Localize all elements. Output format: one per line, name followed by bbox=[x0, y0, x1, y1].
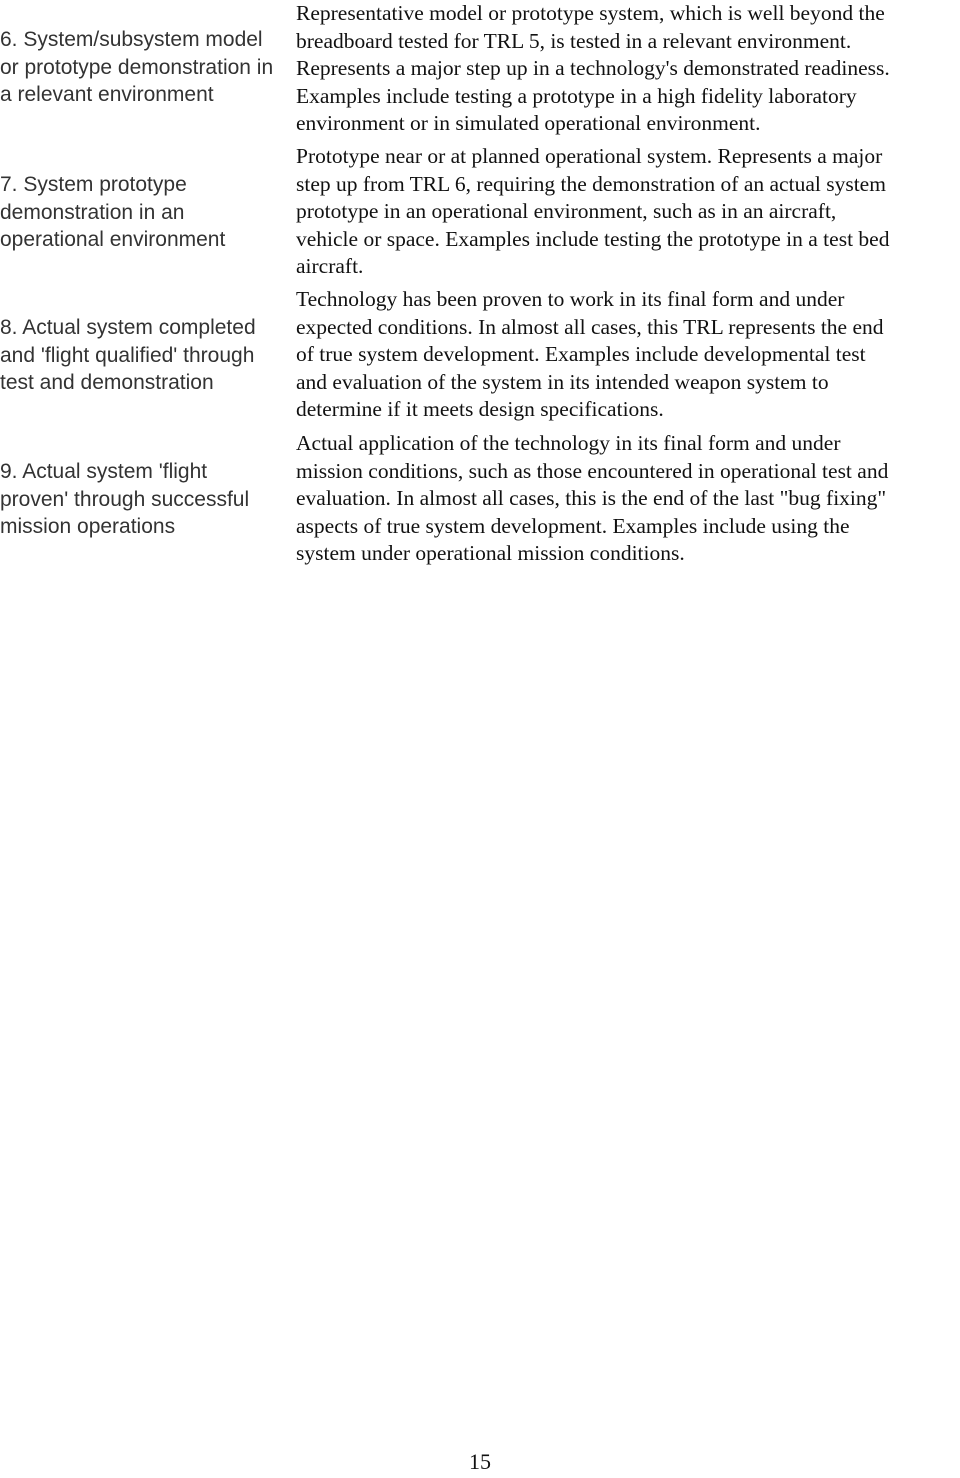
page-number: 15 bbox=[469, 1449, 491, 1474]
trl-level-8: 8. Actual system completed and 'flight qualified' through test and demonstration bbox=[0, 316, 256, 394]
trl-level-6: 6. System/subsystem model or prototype demonstration in a relevant environment bbox=[0, 28, 274, 106]
trl-description-6: Representative model or prototype system, which is well beyond the breadboard tested for TRL 5, is tested in a relevant environment. Represents a major step up in a technology's demonstrated readiness. Examples include testing a prototype in a high fidelity laboratory environment or in simulated operational environment. bbox=[296, 1, 890, 135]
trl-level-9: 9. Actual system 'flight proven' through successful mission operations bbox=[0, 460, 250, 538]
trl-description-7: Prototype near or at planned operational system. Represents a major step up from TRL 6, requiring the demonstration of an actual system prototype in an operational environment, such as in an aircraft, vehicle or space. Examples include testing the prototype in a test bed aircraft. bbox=[296, 144, 890, 278]
trl-description-8: Technology has been proven to work in its final form and under expected conditions. In almost all cases, this TRL represents the end of true system development. Examples include developmental test and evaluation of the system in its intended weapon system to determine if it meets design specifications. bbox=[296, 287, 884, 421]
trl-level-7: 7. System prototype demonstration in an operational environment bbox=[0, 173, 226, 251]
trl-description-9: Actual application of the technology in its final form and under mission conditions, such as those encountered in operational test and evaluation. In almost all cases, this is the end of the last "bug fixing" aspects of true system development. Examples include using the system under operational mission conditions. bbox=[296, 431, 889, 565]
